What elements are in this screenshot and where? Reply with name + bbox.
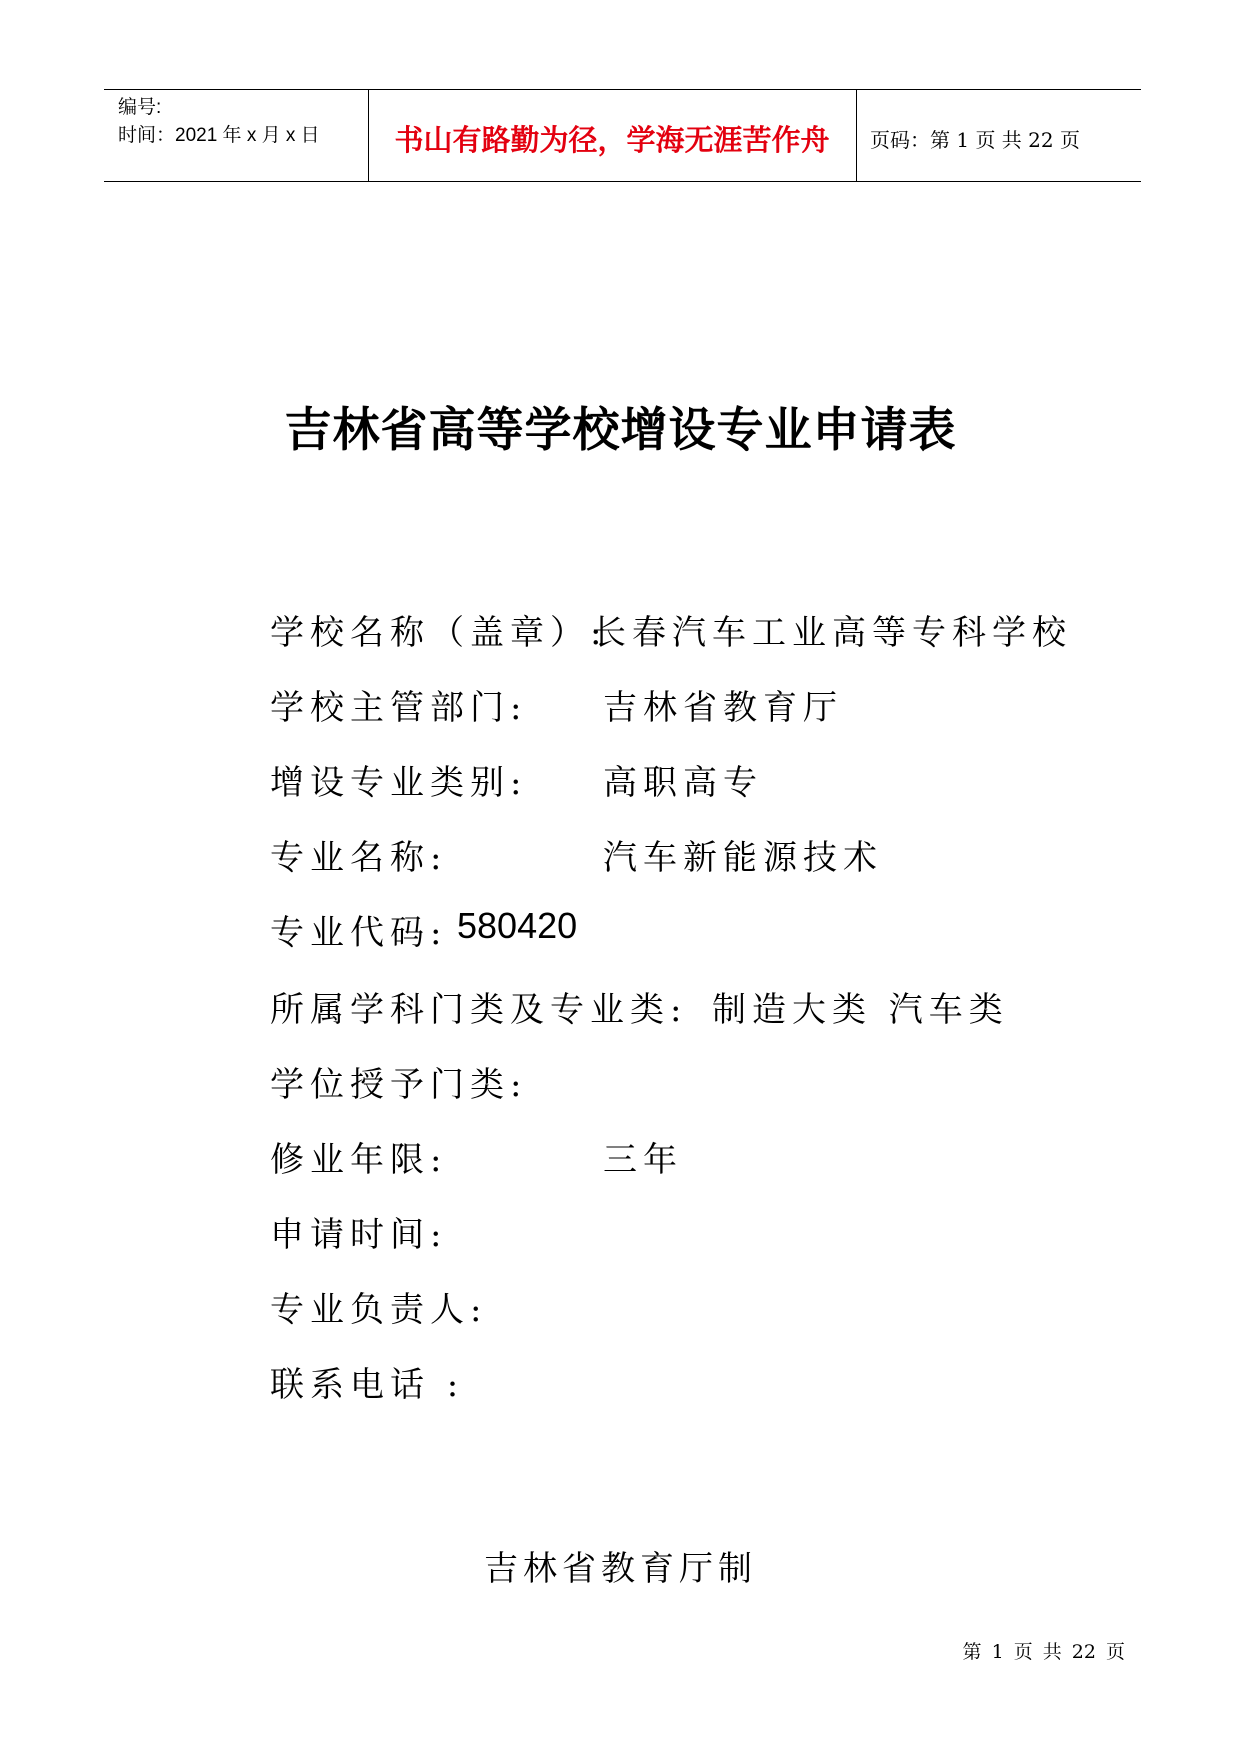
field-value: 580420 <box>457 905 578 946</box>
field-label: 修业年限: <box>270 1140 448 1180</box>
document-title: 吉林省高等学校增设专业申请表 <box>284 403 957 458</box>
page-header <box>104 89 1141 182</box>
field-label: 专业代码: <box>270 913 448 953</box>
header-motto: 书山有路勤为径，学海无涯苦作舟 <box>394 123 830 157</box>
field-label: 专业负责人: <box>270 1290 488 1330</box>
document-number-label: 编号: <box>118 97 162 118</box>
field-value: 汽车新能源技术 <box>603 838 883 878</box>
field-label: 联系电话 : <box>270 1365 465 1405</box>
issuer-line: 吉林省教育厅制 <box>484 1549 757 1589</box>
page-footer: 第 1 页 共 22 页 <box>962 1641 1125 1663</box>
header-motto-cell <box>368 90 857 181</box>
field-label: 增设专业类别: <box>270 763 528 803</box>
field-value: 高职高专 <box>603 763 763 803</box>
document-time-label: 时间：2021 年 x 月 x 日 <box>118 125 320 146</box>
header-page-code: 页码：第 1 页 共 22 页 <box>870 128 1080 152</box>
field-value: 制造大类 汽车类 <box>712 990 1009 1030</box>
field-label: 专业名称: <box>270 838 448 878</box>
field-label: 学校主管部门: <box>270 688 528 728</box>
field-label: 申请时间: <box>270 1215 448 1255</box>
field-value: 长春汽车工业高等专科学校 <box>592 613 1072 653</box>
header-page-cell <box>856 90 1141 181</box>
field-label: 所属学科门类及专业类: <box>270 990 688 1030</box>
field-label: 学位授予门类: <box>270 1065 528 1105</box>
field-value: 吉林省教育厅 <box>603 688 843 728</box>
field-label: 学校名称（盖章）: <box>270 613 608 653</box>
field-value: 三年 <box>603 1140 683 1180</box>
header-meta-cell <box>104 90 369 181</box>
